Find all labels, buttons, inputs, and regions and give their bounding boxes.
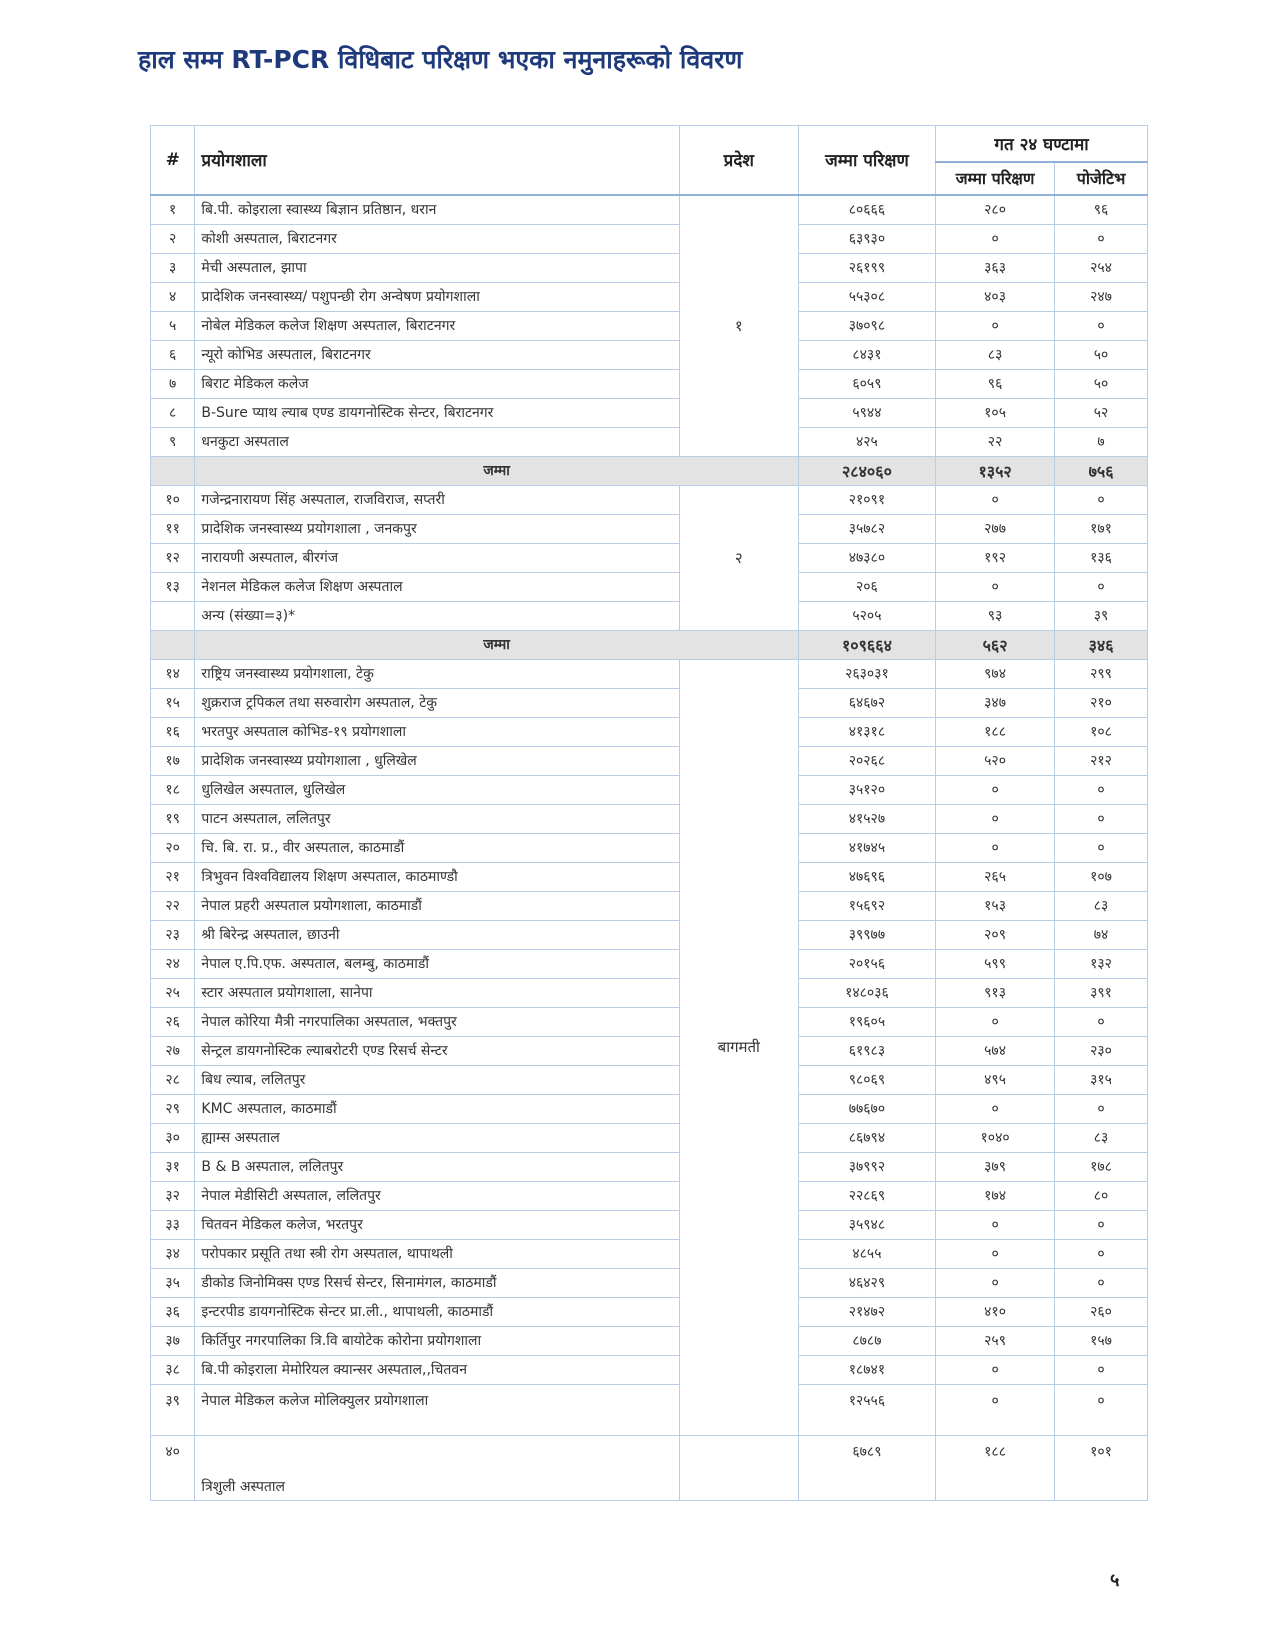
last24-positive-cell: ५० [1055,340,1148,369]
row-number: १३ [151,572,195,601]
last24-positive-cell: १५७ [1055,1326,1148,1355]
table-header [151,126,1148,195]
table-row [151,1297,1148,1326]
lab-name: B & B अस्पताल, ललितपुर [195,1152,679,1181]
last24-tests-cell: ० [936,1239,1055,1268]
total-tests-cell: ४१७४५ [798,833,935,862]
row-number: २३ [151,920,195,949]
last24-positive-cell: २४७ [1055,282,1148,311]
row-number: २ [151,224,195,253]
last24-tests-cell: ० [936,1210,1055,1239]
last24-positive-cell: २३० [1055,1036,1148,1065]
total-tests-cell: १४८०३६ [798,978,935,1007]
total-tests-cell: १५६९२ [798,891,935,920]
subtotal-label: जम्मा [195,630,798,659]
row-number: ३९ [151,1384,195,1435]
last24-positive-cell: ० [1055,804,1148,833]
table-row [151,514,1148,543]
table-row [151,949,1148,978]
total-tests-cell: ९८०६९ [798,1065,935,1094]
total-tests-cell: २०६ [798,572,935,601]
row-number: २४ [151,949,195,978]
lab-name: नेपाल मेडिकल कलेज मोलिक्युलर प्रयोगशाला [195,1384,679,1435]
total-tests-cell: ४६४२९ [798,1268,935,1297]
last24-positive-cell: ० [1055,1239,1148,1268]
row-number: ४० [151,1435,195,1500]
last24-tests-cell: २८० [936,195,1055,225]
lab-name: मेची अस्पताल, झापा [195,253,679,282]
table-body [151,195,1148,1501]
table-row [151,891,1148,920]
table-row [151,688,1148,717]
row-number: १ [151,195,195,225]
last24-positive-cell: ० [1055,1384,1148,1435]
last24-positive-cell: २१२ [1055,746,1148,775]
subtotal-last24-positive: ३४६ [1055,630,1148,659]
total-tests-cell: ४७६९६ [798,862,935,891]
row-number: २२ [151,891,195,920]
subtotal-row [151,630,1148,659]
province-cell: १ [679,195,798,457]
last24-positive-cell: ० [1055,1007,1148,1036]
lab-name: ह्याम्स अस्पताल [195,1123,679,1152]
table-row [151,1435,1148,1500]
last24-tests-cell: १५३ [936,891,1055,920]
last24-positive-cell: ७ [1055,427,1148,456]
total-tests-cell: ३९९७७ [798,920,935,949]
table-row [151,717,1148,746]
total-tests-cell: २१०९१ [798,485,935,514]
row-number: २८ [151,1065,195,1094]
row-number: ३७ [151,1326,195,1355]
table-row [151,1094,1148,1123]
table-row [151,1268,1148,1297]
lab-name: बिध ल्याब, ललितपुर [195,1065,679,1094]
last24-positive-cell: १३२ [1055,949,1148,978]
table-row [151,1036,1148,1065]
last24-tests-cell: १९२ [936,543,1055,572]
last24-tests-cell: ० [936,1007,1055,1036]
last24-tests-cell: २७७ [936,514,1055,543]
lab-name: प्रादेशिक जनस्वास्थ्य प्रयोगशाला , जनकपुर [195,514,679,543]
subtotal-total-tests: २८४०६० [798,456,935,485]
last24-positive-cell: २५४ [1055,253,1148,282]
total-tests-cell: ४१५२७ [798,804,935,833]
table-row [151,1007,1148,1036]
table-row [151,572,1148,601]
last24-tests-cell: १८८ [936,717,1055,746]
row-number: ४ [151,282,195,311]
lab-name: नेपाल प्रहरी अस्पताल प्रयोगशाला, काठमाडौं [195,891,679,920]
lab-name: B-Sure प्याथ ल्याब एण्ड डायगनोस्टिक सेन्टर, बिराटनगर [195,398,679,427]
lab-name: किर्तिपुर नगरपालिका त्रि.वि बायोटेक कोरोना प्रयोगशाला [195,1326,679,1355]
table-row [151,659,1148,688]
total-tests-cell: ४२५ [798,427,935,456]
last24-tests-cell: २०९ [936,920,1055,949]
last24-positive-cell: ० [1055,224,1148,253]
row-number: ९ [151,427,195,456]
table-row [151,1152,1148,1181]
lab-name: त्रिशुली अस्पताल [195,1435,679,1500]
subtotal-total-tests: १०९६६४ [798,630,935,659]
table-row [151,920,1148,949]
table-row [151,1123,1148,1152]
last24-positive-cell: २९९ [1055,659,1148,688]
header-province: प्रदेश [679,126,798,195]
table-row [151,1355,1148,1384]
last24-positive-cell: ० [1055,311,1148,340]
lab-name: बि.पी. कोइराला स्वास्थ्य बिज्ञान प्रतिष्ठान, धरान [195,195,679,225]
last24-tests-cell: ४१० [936,1297,1055,1326]
table-row [151,1239,1148,1268]
last24-tests-cell: २२ [936,427,1055,456]
last24-tests-cell: ५९९ [936,949,1055,978]
total-tests-cell: ८४३१ [798,340,935,369]
last24-positive-cell: ० [1055,833,1148,862]
last24-tests-cell: १०५ [936,398,1055,427]
table-row [151,427,1148,456]
table-row [151,1181,1148,1210]
row-number: ३३ [151,1210,195,1239]
total-tests-cell: २२८६९ [798,1181,935,1210]
lab-name: राष्ट्रिय जनस्वास्थ्य प्रयोगशाला, टेकु [195,659,679,688]
row-number: ११ [151,514,195,543]
total-tests-cell: ५९४४ [798,398,935,427]
row-number: ३५ [151,1268,195,1297]
last24-positive-cell: ० [1055,1094,1148,1123]
lab-name: KMC अस्पताल, काठमाडौं [195,1094,679,1123]
last24-positive-cell: १३६ [1055,543,1148,572]
last24-positive-cell: ८० [1055,1181,1148,1210]
row-number: ५ [151,311,195,340]
total-tests-cell: १२५५६ [798,1384,935,1435]
province-cell [679,1435,798,1500]
table-row [151,340,1148,369]
row-number: ६ [151,340,195,369]
last24-tests-cell: ० [936,833,1055,862]
last24-positive-cell: ० [1055,1268,1148,1297]
header-num: # [151,126,195,195]
total-tests-cell: ४७३८० [798,543,935,572]
subtotal-last24-positive: ७५६ [1055,456,1148,485]
page-number: ५ [1110,1570,1120,1591]
lab-name: बिराट मेडिकल कलेज [195,369,679,398]
last24-positive-cell: १०७ [1055,862,1148,891]
total-tests-cell: ८६७९४ [798,1123,935,1152]
last24-positive-cell: ० [1055,572,1148,601]
last24-positive-cell: १७८ [1055,1152,1148,1181]
total-tests-cell: ६४६७२ [798,688,935,717]
lab-name: न्यूरो कोभिड अस्पताल, बिराटनगर [195,340,679,369]
table-row [151,862,1148,891]
last24-positive-cell: ३९ [1055,601,1148,630]
last24-tests-cell: ९१३ [936,978,1055,1007]
lab-name: नेपाल ए.पि.एफ. अस्पताल, बलम्बु, काठमाडौं [195,949,679,978]
row-number: १२ [151,543,195,572]
total-tests-cell: ६१९८३ [798,1036,935,1065]
total-tests-cell: ४१३१८ [798,717,935,746]
row-number: १६ [151,717,195,746]
row-number: २७ [151,1036,195,1065]
last24-positive-cell: ० [1055,1210,1148,1239]
total-tests-cell: ७७६७० [798,1094,935,1123]
row-number: १९ [151,804,195,833]
last24-positive-cell: २१० [1055,688,1148,717]
row-number: २९ [151,1094,195,1123]
total-tests-cell: ६३९३० [798,224,935,253]
subtotal-spacer [151,456,195,485]
total-tests-cell: २०२६८ [798,746,935,775]
last24-tests-cell: ९७४ [936,659,1055,688]
subtotal-last24-tests: ५६२ [936,630,1055,659]
total-tests-cell: २०१५६ [798,949,935,978]
table-row [151,1210,1148,1239]
last24-tests-cell: ० [936,804,1055,833]
total-tests-cell: ३५१२० [798,775,935,804]
lab-name: पाटन अस्पताल, ललितपुर [195,804,679,833]
last24-positive-cell: ० [1055,1355,1148,1384]
last24-tests-cell: ४९५ [936,1065,1055,1094]
last24-positive-cell: ८३ [1055,891,1148,920]
lab-name: नोबेल मेडिकल कलेज शिक्षण अस्पताल, बिराटनगर [195,311,679,340]
table-row [151,543,1148,572]
lab-name: प्रादेशिक जनस्वास्थ्य/ पशुपन्छी रोग अन्वेषण प्रयोगशाला [195,282,679,311]
table-row [151,601,1148,630]
total-tests-cell: ३७०९८ [798,311,935,340]
lab-name: धुलिखेल अस्पताल, धुलिखेल [195,775,679,804]
total-tests-cell: ५५३०८ [798,282,935,311]
last24-positive-cell: ३९१ [1055,978,1148,1007]
last24-tests-cell: २६५ [936,862,1055,891]
total-tests-cell: २६३०३१ [798,659,935,688]
row-number [151,601,195,630]
last24-tests-cell: ९३ [936,601,1055,630]
last24-tests-cell: ३७९ [936,1152,1055,1181]
row-number: ३ [151,253,195,282]
total-tests-cell: ३५७८२ [798,514,935,543]
last24-tests-cell: २५९ [936,1326,1055,1355]
lab-name: शुक्रराज ट्रपिकल तथा सरुवारोग अस्पताल, टेकु [195,688,679,717]
subtotal-last24-tests: १३५२ [936,456,1055,485]
last24-tests-cell: १०४० [936,1123,1055,1152]
table-row [151,224,1148,253]
lab-test-table [150,125,1148,1501]
last24-tests-cell: १८८ [936,1435,1055,1500]
lab-name: भरतपुर अस्पताल कोभिड-१९ प्रयोगशाला [195,717,679,746]
last24-tests-cell: ५७४ [936,1036,1055,1065]
lab-name: नेपाल मेडीसिटी अस्पताल, ललितपुर [195,1181,679,1210]
last24-tests-cell: ० [936,572,1055,601]
table-row [151,1326,1148,1355]
last24-positive-cell: ० [1055,485,1148,514]
lab-name: कोशी अस्पताल, बिराटनगर [195,224,679,253]
total-tests-cell: ८७८७ [798,1326,935,1355]
last24-tests-cell: ४०३ [936,282,1055,311]
table-row [151,833,1148,862]
table-row [151,1384,1148,1435]
subtotal-spacer [151,630,195,659]
lab-name: प्रादेशिक जनस्वास्थ्य प्रयोगशाला , धुलिखेल [195,746,679,775]
last24-positive-cell: २६० [1055,1297,1148,1326]
last24-tests-cell: ० [936,1094,1055,1123]
row-number: ३२ [151,1181,195,1210]
row-number: १७ [151,746,195,775]
lab-name: नारायणी अस्पताल, बीरगंज [195,543,679,572]
last24-tests-cell: १७४ [936,1181,1055,1210]
table-row [151,195,1148,225]
last24-positive-cell: ७४ [1055,920,1148,949]
subtotal-label: जम्मा [195,456,798,485]
row-number: १० [151,485,195,514]
table-row [151,369,1148,398]
province-cell: २ [679,485,798,630]
lab-name: परोपकार प्रसूति तथा स्त्री रोग अस्पताल, थापाथली [195,1239,679,1268]
lab-name: डीकोड जिनोमिक्स एण्ड रिसर्च सेन्टर, सिनामंगल, काठमाडौं [195,1268,679,1297]
last24-positive-cell: ५२ [1055,398,1148,427]
row-number: ३६ [151,1297,195,1326]
table-row [151,253,1148,282]
total-tests-cell: ८०६६६ [798,195,935,225]
row-number: ३१ [151,1152,195,1181]
total-tests-cell: ५२०५ [798,601,935,630]
total-tests-cell: ६७८९ [798,1435,935,1500]
header-last24-positive: पोजेटिभ [1055,162,1148,195]
row-number: ३४ [151,1239,195,1268]
table-row [151,282,1148,311]
lab-name: नेशनल मेडिकल कलेज शिक्षण अस्पताल [195,572,679,601]
last24-tests-cell: ० [936,1384,1055,1435]
last24-positive-cell: १०१ [1055,1435,1148,1500]
last24-tests-cell: ८३ [936,340,1055,369]
total-tests-cell: ६०५९ [798,369,935,398]
lab-name: बि.पी कोइराला मेमोरियल क्यान्सर अस्पताल,,चितवन [195,1355,679,1384]
header-last-24-hours: गत २४ घण्टामा [936,126,1148,162]
last24-positive-cell: ३१५ [1055,1065,1148,1094]
table-row [151,311,1148,340]
header-lab: प्रयोगशाला [195,126,679,195]
table-row [151,485,1148,514]
row-number: १५ [151,688,195,717]
last24-tests-cell: ९६ [936,369,1055,398]
page-title: हाल सम्म RT-PCR विधिबाट परिक्षण भएका नमुनाहरूको विवरण [138,45,743,74]
last24-positive-cell: १०८ [1055,717,1148,746]
table-row [151,746,1148,775]
row-number: २६ [151,1007,195,1036]
lab-name: सेन्ट्रल डायगनोस्टिक ल्याबरोटरी एण्ड रिसर्च सेन्टर [195,1036,679,1065]
last24-positive-cell: ९६ [1055,195,1148,225]
last24-positive-cell: ८३ [1055,1123,1148,1152]
table-row [151,1065,1148,1094]
row-number: १८ [151,775,195,804]
lab-name: त्रिभुवन विश्वविद्यालय शिक्षण अस्पताल, काठमाण्डौ [195,862,679,891]
last24-tests-cell: ० [936,485,1055,514]
total-tests-cell: २६१९९ [798,253,935,282]
header-last24-total: जम्मा परिक्षण [936,162,1055,195]
row-number: ७ [151,369,195,398]
last24-tests-cell: ३६३ [936,253,1055,282]
subtotal-row [151,456,1148,485]
lab-name: अन्य (संख्या=३)* [195,601,679,630]
last24-tests-cell: ० [936,224,1055,253]
total-tests-cell: ४८५५ [798,1239,935,1268]
row-number: २१ [151,862,195,891]
table-row [151,804,1148,833]
lab-name: चितवन मेडिकल कलेज, भरतपुर [195,1210,679,1239]
lab-name: श्री बिरेन्द्र अस्पताल, छाउनी [195,920,679,949]
total-tests-cell: ३५९४८ [798,1210,935,1239]
lab-name: गजेन्द्रनारायण सिंह अस्पताल, राजविराज, सप्तरी [195,485,679,514]
last24-positive-cell: ० [1055,775,1148,804]
row-number: १४ [151,659,195,688]
last24-tests-cell: ५२० [936,746,1055,775]
row-number: २५ [151,978,195,1007]
last24-tests-cell: ० [936,1355,1055,1384]
total-tests-cell: १८७४१ [798,1355,935,1384]
row-number: ३८ [151,1355,195,1384]
row-number: ८ [151,398,195,427]
last24-tests-cell: ० [936,311,1055,340]
table-row [151,978,1148,1007]
last24-tests-cell: ० [936,1268,1055,1297]
table-row [151,775,1148,804]
total-tests-cell: १९६०५ [798,1007,935,1036]
row-number: ३० [151,1123,195,1152]
total-tests-cell: २१४७२ [798,1297,935,1326]
lab-name: नेपाल कोरिया मैत्री नगरपालिका अस्पताल, भक्तपुर [195,1007,679,1036]
row-number: २० [151,833,195,862]
table-row [151,398,1148,427]
total-tests-cell: ३७९९२ [798,1152,935,1181]
header-total-tests: जम्मा परिक्षण [798,126,935,195]
last24-tests-cell: ३४७ [936,688,1055,717]
province-cell: बागमती [679,659,798,1435]
last24-positive-cell: ५० [1055,369,1148,398]
lab-name: स्टार अस्पताल प्रयोगशाला, सानेपा [195,978,679,1007]
lab-name: धनकुटा अस्पताल [195,427,679,456]
lab-name: चि. बि. रा. प्र., वीर अस्पताल, काठमाडौं [195,833,679,862]
last24-positive-cell: १७१ [1055,514,1148,543]
last24-tests-cell: ० [936,775,1055,804]
lab-name: इन्टरपीड डायगनोस्टिक सेन्टर प्रा.ली., थापाथली, काठमाडौं [195,1297,679,1326]
